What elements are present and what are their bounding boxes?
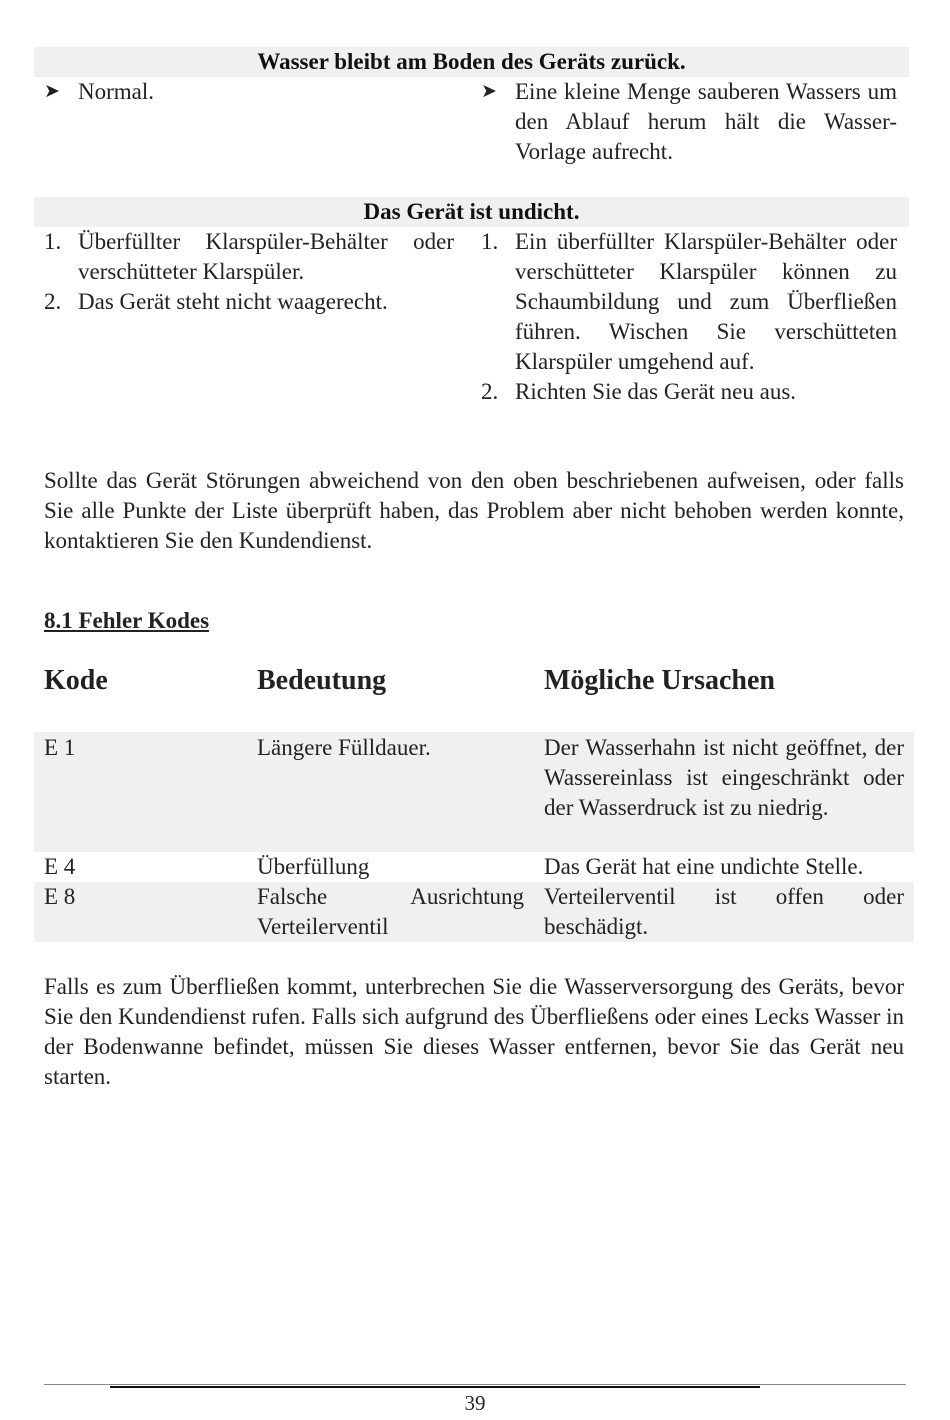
cause-text: Das Gerät steht nicht waagerecht. [78,289,388,314]
cause-column [44,77,454,107]
cause-item [44,77,454,107]
footer-divider-accent [110,1386,760,1388]
table-cell-meaning: Überfüllung [257,854,370,879]
table-cell-causes: Der Wasserhahn ist nicht geöffnet, der Wassereinlass ist eingeschränkt oder der Wasserdruck ist zu niedrig. [544,735,904,820]
cause-item [44,287,454,317]
table-cell-causes: Das Gerät hat eine undichte Stelle. [544,854,864,879]
cause-item [44,227,454,287]
solution-item [481,77,897,167]
table-cell-meaning: Falsche Ausrichtung Verteilerventil [257,884,524,939]
arrow-bullet-icon: ➤ [44,81,60,102]
solution-text: Eine kleine Menge sauberen Wassers um den Ablauf herum hält die Wasser-Vorlage aufrecht. [515,79,897,164]
column-header-code: Kode [44,665,108,696]
solution-item [481,227,897,377]
list-number: 2. [44,289,62,314]
column-header-meaning: Bedeutung [257,665,387,696]
table-cell-code: E 8 [44,884,76,909]
section-title-residual-water: Wasser bleibt am Boden des Geräts zurück. [34,47,909,77]
cause-text: Normal. [78,79,155,104]
section-heading-error-codes: 8.1 Fehler Kodes [44,608,210,633]
section-title-leak: Das Gerät ist undicht. [34,197,909,227]
table-cell-code: E 4 [44,854,76,879]
solution-item [481,377,897,407]
page-number: 39 [464,1391,486,1415]
contact-service-paragraph: Sollte das Gerät Störungen abweichend von den oben beschriebenen aufweisen, oder falls Sie alle Punkte der Liste überprüft haben, das Problem aber nicht behoben werden konnte, kontaktieren Sie den Kundendienst. [44,468,904,553]
footer-divider [44,1384,906,1385]
arrow-bullet-icon: ➤ [481,81,497,102]
cause-text: Überfüllter Klarspüler-Behälter oder verschütteter Klarspüler. [78,229,454,284]
solution-text: Richten Sie das Gerät neu aus. [515,379,797,404]
list-number: 2. [481,379,499,404]
solution-column [481,77,897,167]
solution-text: Ein überfüllter Klarspüler-Behälter oder verschütteter Klarspüler können zu Schaumbildung und zum Überfließen führen. Wischen Sie verschütteten Klarspüler umgehend auf. [515,229,897,374]
column-header-causes: Mögliche Ursachen [544,665,775,696]
cause-column [44,227,454,317]
table-cell-causes: Verteilerventil ist offen oder beschädigt. [544,884,904,939]
solution-column [481,227,897,407]
table-cell-code: E 1 [44,735,76,760]
list-number: 1. [481,229,499,254]
overflow-paragraph: Falls es zum Überfließen kommt, unterbrechen Sie die Wasserversorgung des Geräts, bevor Sie den Kundendienst rufen. Falls sich aufgrund des Überfließens oder eines Lecks Wasser in der Bodenwanne befindet, müssen Sie dieses Wasser entfernen, bevor Sie das Gerät neu starten. [44,974,904,1089]
list-number: 1. [44,229,62,254]
table-cell-meaning: Längere Fülldauer. [257,735,431,760]
